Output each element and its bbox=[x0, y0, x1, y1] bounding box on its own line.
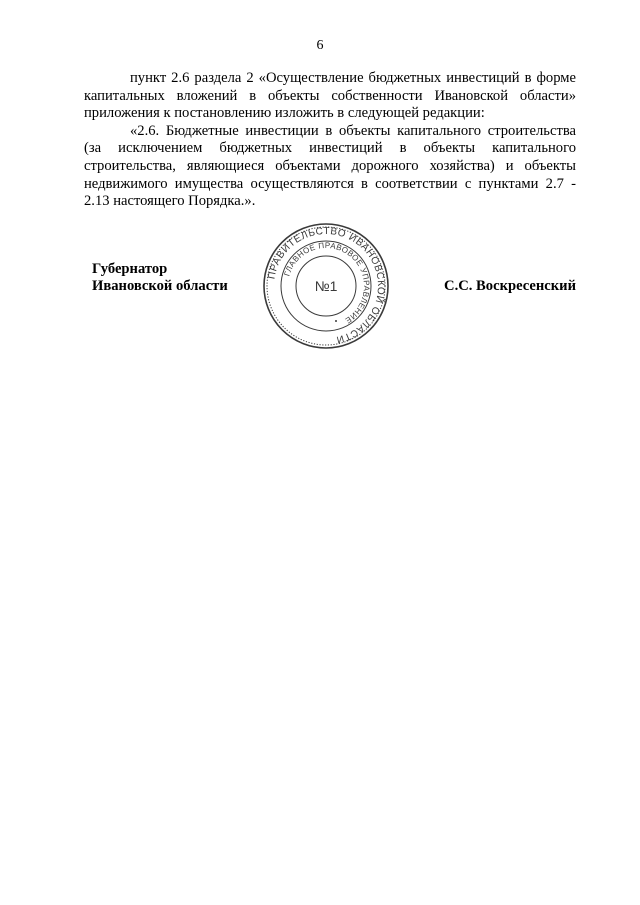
seal-outer-text: ПРАВИТЕЛЬСТВО ИВАНОВСКОЙ ОБЛАСТИ bbox=[266, 225, 387, 346]
paragraph-new-wording: «2.6. Бюджетные инвестиции в объекты капитального строительства (за исключением бюджетных инвестиций в объекты капитального строительства, являющиеся объектами дорожного хозяйства) и объекты недвижимого имущества осуществляются в соответствии с пунктами 2.7 - 2.13 настоящего Порядка.». bbox=[84, 122, 576, 210]
official-seal-stamp bbox=[262, 222, 390, 350]
page-number: 6 bbox=[316, 38, 324, 53]
signatory-title-line-1: Губернатор bbox=[92, 261, 168, 277]
paragraph-amendment: пункт 2.6 раздела 2 «Осуществление бюджетных инвестиций в форме капитальных вложений в объекты собственности Ивановской области» приложения к постановлению изложить в следующей редакции: bbox=[84, 70, 576, 122]
seal-inner-text: ГЛАВНОЕ ПРАВОВОЕ УПРАВЛЕНИЕ bbox=[282, 240, 372, 326]
seal-dot-mark bbox=[335, 320, 337, 322]
signatory-position bbox=[92, 261, 228, 295]
seal-number: №1 bbox=[314, 278, 338, 294]
signatory-name: С.С. Воскресенский bbox=[444, 278, 576, 294]
document-body bbox=[84, 70, 576, 211]
signatory-title-line-2: Ивановской области bbox=[92, 278, 228, 294]
